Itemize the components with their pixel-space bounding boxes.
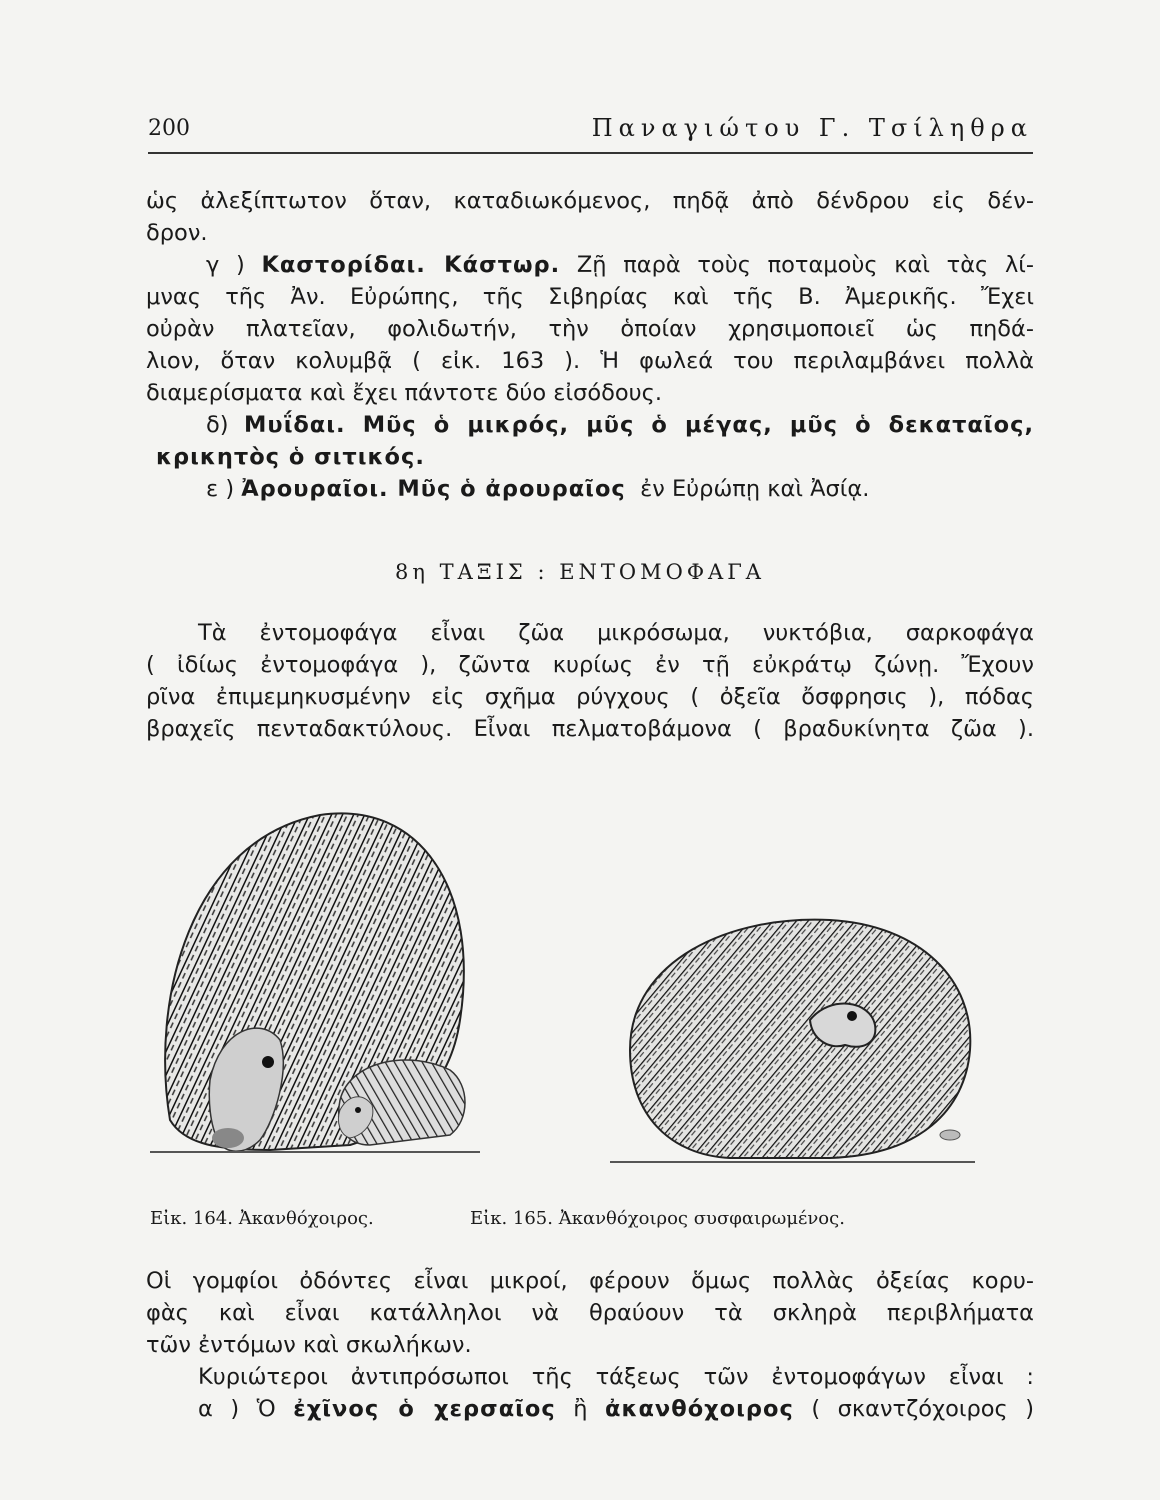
text-line: ὡς ἀλεξίπτωτον ὅταν, καταδιωκόμενος, πηδᾷ ἀπὸ δένδρου εἰς δέν-: [146, 188, 1034, 214]
text-line: φὰς καὶ εἶναι κατάλληλοι νὰ θραύουν τὰ σκληρὰ περιβλήματα: [146, 1300, 1034, 1326]
alpha-line: α ) Ὁ ἐχῖνος ὁ χερσαῖος ἢ ἀκανθόχοιρος ( σκαντζόχοιρος ): [198, 1396, 1034, 1422]
text-line: μνας τῆς Ἀν. Εὐρώπης, τῆς Σιβηρίας καὶ τῆς Β. Ἀμερικῆς. Ἔχει: [146, 284, 1034, 310]
page-header: [148, 112, 1033, 154]
text-line: ( ἰδίως ἐντομοφάγα ), ζῶντα κυρίως ἐν τῇ εὐκράτῳ ζώνῃ. Ἔχουν: [146, 652, 1034, 678]
gamma-line: γ ) Καστορίδαι. Κάστωρ. Ζῇ παρὰ τοὺς ποταμοὺς καὶ τὰς λί-: [206, 252, 1034, 278]
hedgehog-illustration: [150, 800, 490, 1170]
epsilon-line: ε ) Ἀρουραῖοι. Μῦς ὁ ἀρουραῖος ἐν Εὐρώπῃ καὶ Ἀσίᾳ.: [206, 476, 870, 502]
figure-165-caption: Εἰκ. 165. Ἀκανθόχοιρος συσφαιρωμένος.: [470, 1208, 845, 1229]
rolled-hedgehog-illustration: [590, 900, 990, 1170]
intro-paragraph: [146, 617, 1034, 745]
text-line: λιον, ὅταν κολυμβᾷ ( εἰκ. 163 ). Ἡ φωλεά του περιλαμβάνει πολλὰ: [146, 348, 1034, 374]
epsilon-heading: Ἀρουραῖοι. Μῦς ὁ ἀρουραῖος: [241, 476, 626, 502]
section-title: [0, 560, 1160, 584]
text-line: διαμερίσματα καὶ ἔχει πάντοτε δύο εἰσόδους.: [146, 380, 662, 406]
delta-line-2: κρικητὸς ὁ σιτικός.: [156, 444, 425, 470]
bottom-paragraphs: [146, 1265, 1034, 1425]
alpha-heading-2: ἀκανθόχοιρος: [605, 1396, 794, 1422]
figure-165-rolled-hedgehog: [590, 900, 990, 1170]
text-line: ρῖνα ἐπιμεμηκυσμένην εἰς σχῆμα ρύγχους ( ὀξεῖα ὄσφρησις ), πόδας: [146, 684, 1034, 710]
alpha-heading-1: ἐχῖνος ὁ χερσαῖος: [293, 1396, 556, 1422]
section-name: ΤΑΞΙΣ : ΕΝΤΟΜΟΦΑΓΑ: [439, 560, 765, 584]
gamma-heading: Καστορίδαι. Κάστωρ.: [261, 252, 561, 278]
text-line: Οἱ γομφίοι ὀδόντες εἶναι μικροί, φέρουν ὅμως πολλὰς ὀξείας κορυ-: [146, 1268, 1034, 1294]
delta-heading: Μυΐδαι. Μῦς ὁ μικρός, μῦς ὁ μέγας, μῦς ὁ δεκαταῖος,: [244, 412, 1034, 438]
text-line: Τὰ ἐντομοφάγα εἶναι ζῶα μικρόσωμα, νυκτόβια, σαρκοφάγα: [198, 620, 1034, 646]
text-line: βραχεῖς πενταδακτύλους. Εἶναι πελματοβάμονα ( βραδυκίνητα ζῶα ).: [146, 716, 1034, 742]
top-paragraphs: [146, 185, 1034, 505]
figure-164-hedgehog: [150, 800, 490, 1170]
text-line: οὐρὰν πλατεῖαν, φολιδωτήν, τὴν ὁποίαν χρησιμοποιεῖ ὡς πηδά-: [146, 316, 1034, 342]
delta-line: δ) Μυΐδαι. Μῦς ὁ μικρός, μῦς ὁ μέγας, μῦς ὁ δεκαταῖος,: [206, 412, 1034, 438]
text-line: δρον.: [146, 220, 208, 246]
text-line: τῶν ἐντόμων καὶ σκωλήκων.: [146, 1332, 472, 1358]
section-number: 8η: [395, 560, 429, 584]
page-number: 200: [148, 116, 190, 141]
text-line: Κυριώτεροι ἀντιπρόσωποι τῆς τάξεως τῶν ἐντομοφάγων εἶναι :: [198, 1364, 1034, 1390]
running-head: Παναγιώτου Γ. Τσίληθρα: [591, 114, 1033, 142]
figure-164-caption: Εἰκ. 164. Ἀκανθόχοιρος.: [150, 1208, 374, 1229]
